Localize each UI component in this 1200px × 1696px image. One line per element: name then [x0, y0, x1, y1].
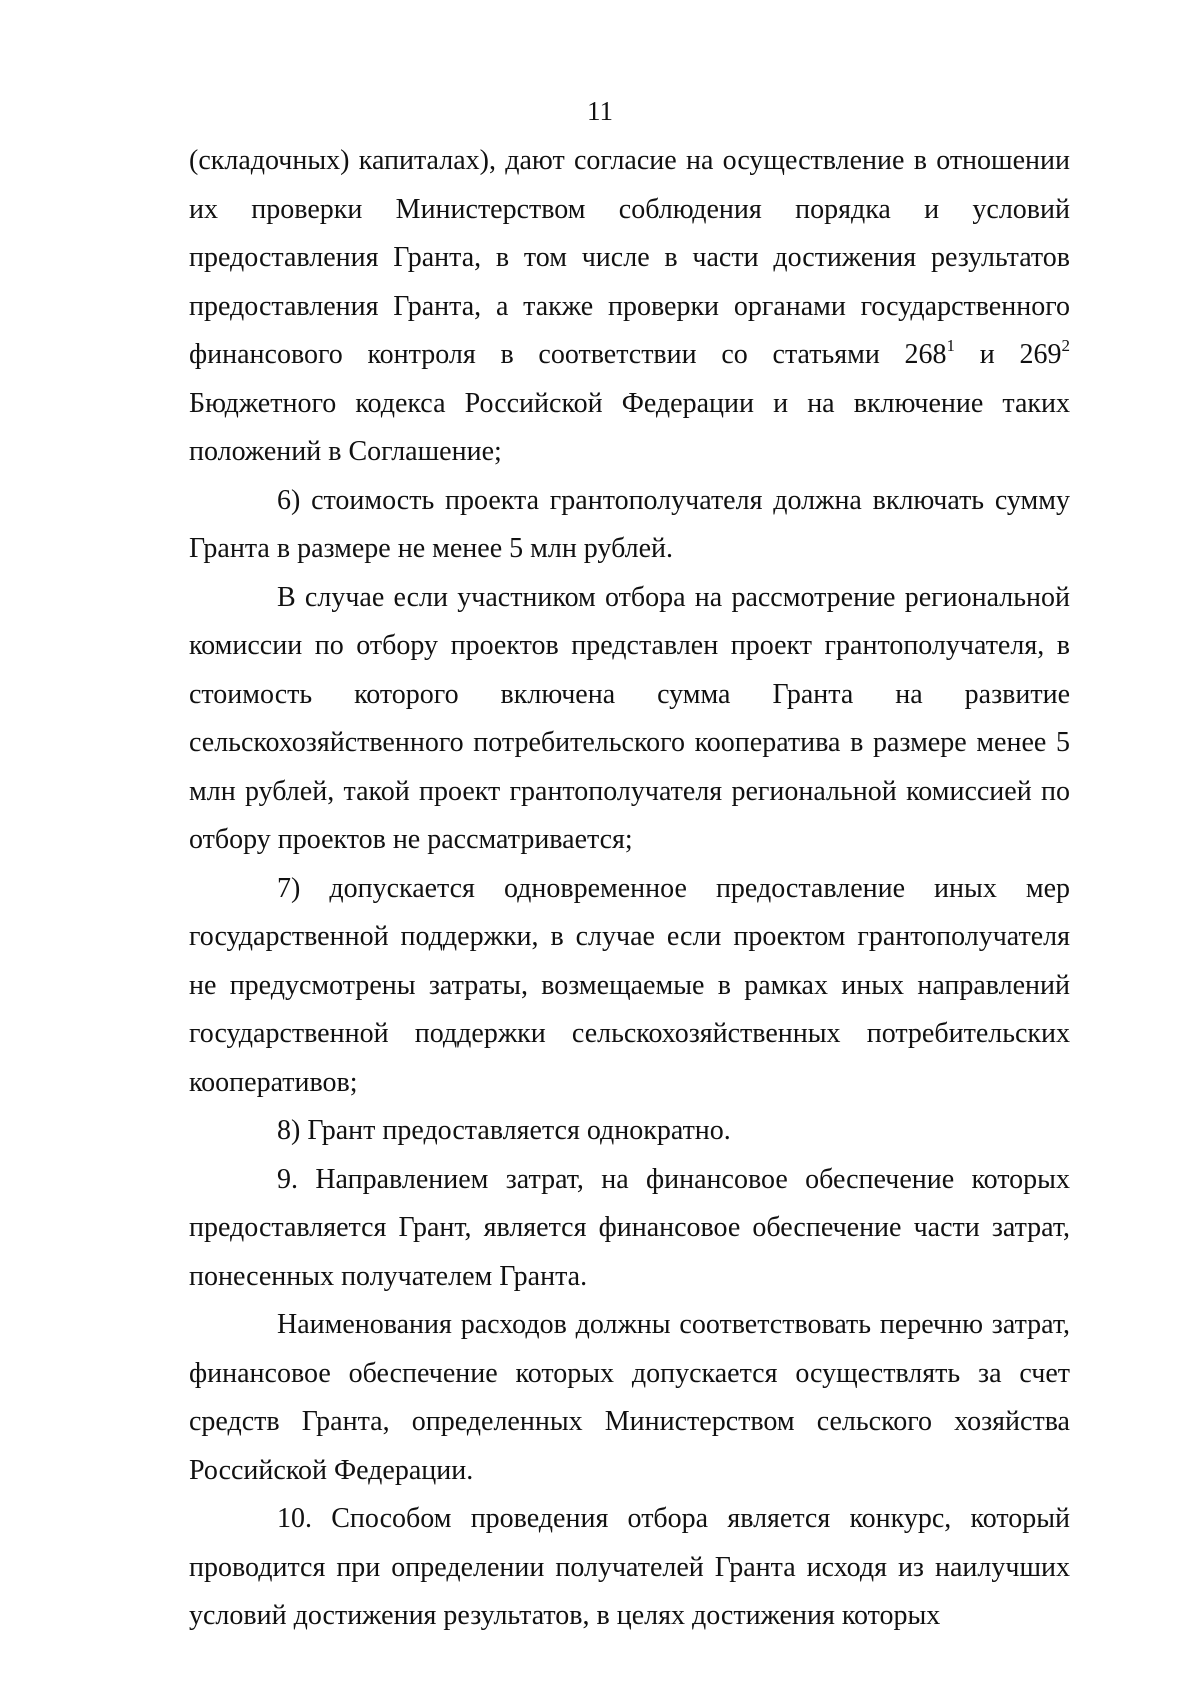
paragraph-item-8: 8) Грант предоставляется однократно. [277, 1115, 731, 1146]
article-superscript: 2 [1061, 336, 1070, 355]
paragraph-continuation [189, 137, 1070, 477]
paragraph-section-9: 9. Направлением затрат, на финансовое обеспечение которых предоставляется Грант, является финансовое обеспечение части затрат, понесенных получателем Гранта. [189, 1163, 1070, 1292]
article-number: 268 [904, 339, 947, 370]
paragraph-text: (складочных) капиталах), дают согласие на осуществление в отношении их проверки Министерством соблюдения порядка и условий предоставления Гранта, в том числе в части достижения результатов предоставления Гранта, а также проверки органами государственного финансового контроля в соответствии со статьями [189, 145, 1070, 370]
paragraph-text: Бюджетного кодекса Российской Федерации и на включение таких положений в Соглашение; [189, 387, 1070, 467]
paragraph-item-7: 7) допускается одновременное предоставление иных мер государственной поддержки, в случае если проектом грантополучателя не предусмотрены затраты, возмещаемые в рамках иных направлений государственной поддержки сельскохозяйственных потребительских кооперативов; [189, 872, 1070, 1098]
paragraph-case: В случае если участником отбора на рассмотрение региональной комиссии по отбору проектов представлен проект грантополучателя, в стоимость которого включена сумма Гранта на развитие сельскохозяйственного потребительского кооператива в размере менее 5 млн рублей, такой проект грантополучателя региональной комиссией по отбору проектов не рассматривается; [189, 581, 1070, 855]
page-number: 11 [587, 96, 613, 126]
paragraph-section-10: 10. Способом проведения отбора является конкурс, который проводится при определении получателей Гранта исходя из наилучших условий достижения результатов, в целях достижения которых [189, 1503, 1070, 1631]
article-superscript: 1 [946, 336, 956, 355]
document-body [189, 0, 1070, 1641]
paragraph-item-6: 6) стоимость проекта грантополучателя должна включать сумму Гранта в размере не менее 5 млн рублей. [189, 484, 1070, 564]
article-number: 269 [1019, 339, 1062, 370]
paragraph-expenses: Наименования расходов должны соответствовать перечню затрат, финансовое обеспечение которых допускается осуществлять за счет средств Гранта, определенных Министерством сельского хозяйства Российской Федерации. [189, 1309, 1070, 1486]
paragraph-text: и [955, 339, 1020, 370]
